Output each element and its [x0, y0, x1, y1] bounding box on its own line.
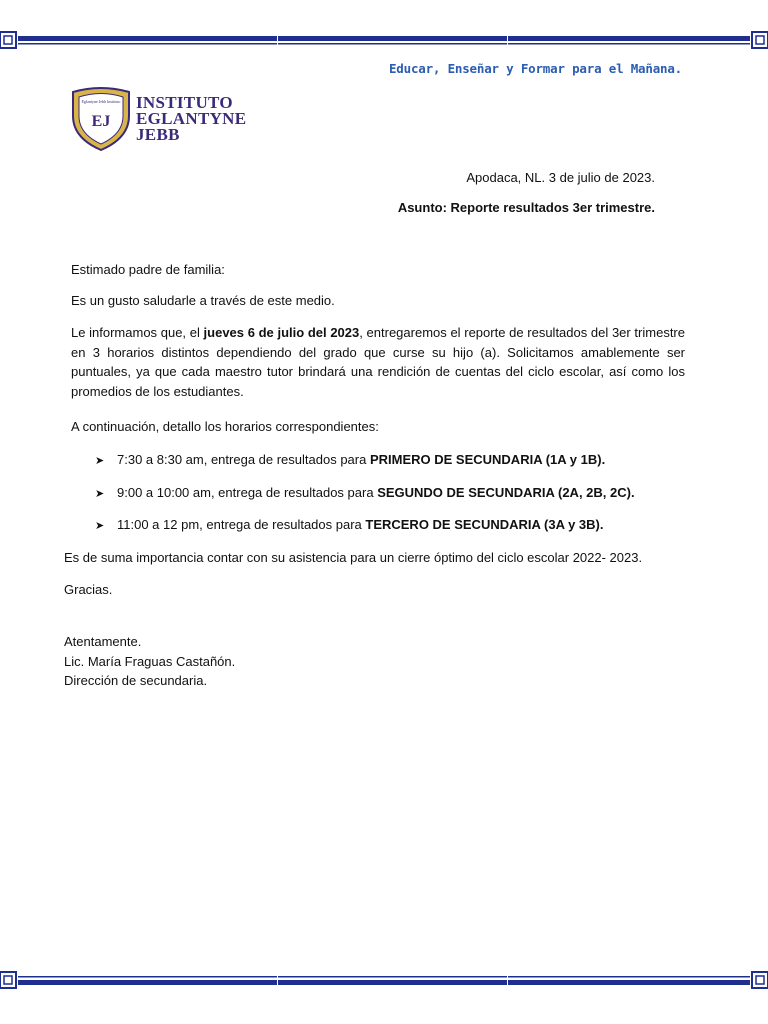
- greeting: Estimado padre de familia:: [71, 262, 225, 277]
- signature-department: Dirección de secundaria.: [64, 673, 208, 688]
- main-paragraph: [71, 323, 685, 401]
- logo-line-2: EGLANTYNE: [136, 109, 247, 128]
- schedule-item: [95, 515, 604, 536]
- letter-subject: Asunto: Reporte resultados 3er trimestre.: [397, 200, 655, 215]
- delivery-date: jueves 6 de julio del 2023: [203, 325, 360, 340]
- schedule-group: TERCERO DE SECUNDARIA (3A y 3B).: [365, 517, 604, 532]
- main-paragraph-start: Le informamos que, el: [71, 325, 204, 340]
- shield-monogram: EJ: [91, 113, 111, 130]
- signature-block: [64, 632, 235, 691]
- intro-line: Es un gusto saludarle a través de este medio.: [71, 293, 335, 308]
- schedule-group: SEGUNDO DE SECUNDARIA (2A, 2B, 2C).: [377, 485, 635, 500]
- arrow-bullet-icon: ➤: [95, 455, 105, 467]
- bottom-border: [0, 970, 768, 990]
- arrow-bullet-icon: ➤: [95, 488, 105, 500]
- importance-line: Es de suma importancia contar con su asistencia para un cierre óptimo del ciclo escolar 2022- 2023.: [64, 550, 643, 565]
- arrow-bullet-icon: ➤: [95, 520, 105, 532]
- signature-name: Lic. María Fraguas Castañón.: [64, 653, 236, 669]
- schedule-lead: A continuación, detallo los horarios correspondientes:: [71, 419, 379, 434]
- shield-ring-text: Eglantyne Jebb Instituto: [81, 99, 121, 104]
- logo-wordmark: [136, 95, 246, 143]
- schedule-group: PRIMERO DE SECUNDARIA (1A y 1B).: [369, 452, 606, 467]
- schedule-time: 9:00 a 10:00 am, entrega de resultados para: [117, 485, 378, 500]
- logo-line-1: INSTITUTO: [136, 93, 233, 112]
- signature-closing: Atentamente.: [64, 634, 142, 649]
- schedule-time: 7:30 a 8:30 am, entrega de resultados para: [117, 452, 370, 467]
- schedule-item: [95, 450, 605, 471]
- logo-line-3: JEBB: [136, 125, 180, 144]
- school-logo: [70, 86, 260, 156]
- letter-date: Apodaca, NL. 3 de julio de 2023.: [466, 170, 655, 185]
- thanks-line: Gracias.: [64, 582, 113, 597]
- school-shield-icon: [70, 86, 132, 152]
- top-border: [0, 30, 768, 50]
- schedule-item: [95, 483, 635, 504]
- school-motto: Educar, Enseñar y Formar para el Mañana.: [388, 61, 682, 76]
- main-paragraph-rest: , entregaremos el reporte de resultados del 3er trimestre en 3 horarios distintos dependiendo del grado que curse su hijo (a). Solicitamos amablemente ser puntuales, ya que cada maestro tutor brindará una rendición de cuentas del ciclo escolar, así como los promedios de los estudiantes.: [71, 325, 685, 399]
- schedule-time: 11:00 a 12 pm, entrega de resultados para: [117, 517, 366, 532]
